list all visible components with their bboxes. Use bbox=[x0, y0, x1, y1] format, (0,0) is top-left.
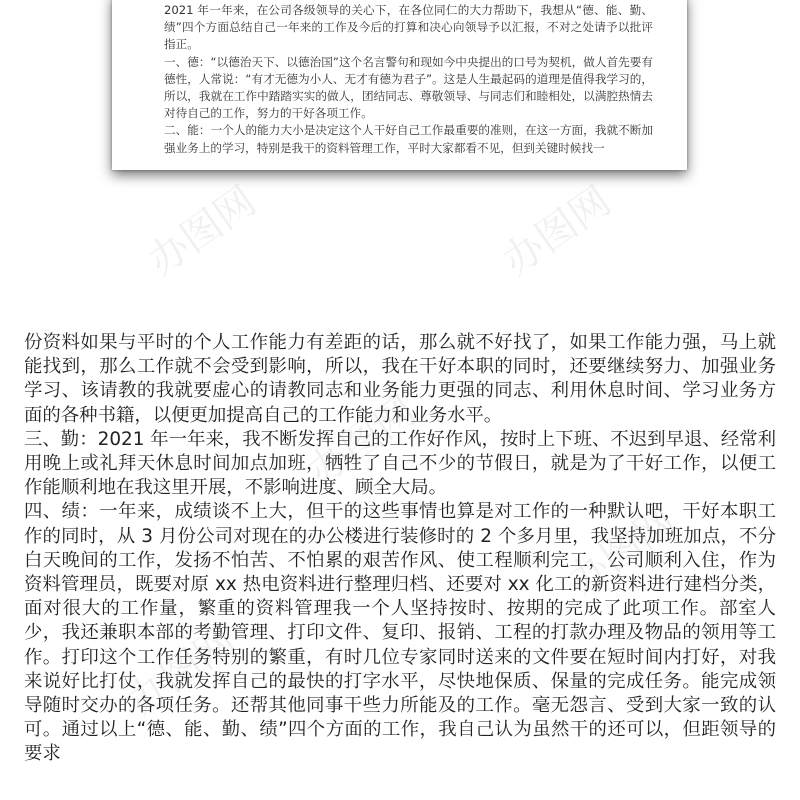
watermark: 办图网 bbox=[139, 178, 265, 285]
body-paragraph: 三、勤：2021 年一年来，我不断发挥自己的工作好作风，按时上下班、不迟到早退、经常利用晚上或礼拜天休息时间加点加班，牺牲了自己不少的节假日，就是为了干好工作，以便工作能顺利地在我这里开展，不影响进度、顾全大局。 bbox=[24, 428, 776, 499]
document-preview-card bbox=[112, 0, 687, 170]
preview-paragraph: 2021 年一年来，在公司各级领导的关心下，在各位同仁的大力帮助下，我想从“德、能、勤、绩”四个方面总结自己一年来的工作及今后的打算和决心向领导予以汇报，不对之处请予以批评指正。 bbox=[164, 3, 653, 52]
watermark: 办图网 bbox=[119, 618, 245, 725]
watermark: 办图网 bbox=[559, 498, 685, 605]
body-paragraph: 份资料如果与平时的个人工作能力有差距的话，那么就不好找了，如果工作能力强，马上就能找到，那么工作就不会受到影响，所以，我在干好本职的同时，还要继续努力、加强业务学习、该请教的我就要虚心的请教同志和业务能力更强的同志、利用休息时间、学习业务方面的各种书籍，以便更加提高自己的工作能力和业务水平。 bbox=[24, 332, 776, 426]
document-body bbox=[24, 331, 776, 767]
preview-paragraph: 二、能：一个人的能力大小是决定这个人干好自己工作最重要的准则，在这一方面，我就不断加强业务上的学习，特别是我干的资料管理工作，平时大家都看不见，但到关键时候找一 bbox=[164, 123, 653, 155]
preview-paragraph: 一、德：“以德治天下、以德治国”这个名言警句和现如今中央提出的口号为契机，做人首先要有德性，人常说：“有才无德为小人、无才有德为君子”。这是人生最起码的道理是值得我学习的，所以，我就在工作中踏踏实实的做人，团结同志、尊敬领导、与同志们和睦相处，以满腔热情去对待自己的工作，努力的干好各项工作。 bbox=[164, 54, 653, 121]
watermark: 办图网 bbox=[494, 178, 620, 285]
watermark: 办图网 bbox=[299, 388, 425, 495]
body-paragraph: 四、绩：一年来，成绩谈不上大，但干的这些事情也算是对工作的一种默认吧，干好本职工作的同时，从 3 月份公司对现在的办公楼进行装修时的 2 个多月里，我坚持加班加点，不分白天晚间的工作，发扬不怕苦、不怕累的艰苦作风、使工程顺利完工，公司顺利入住，作为资料管理员，既要对原 xx 热电资料进行整理归档、还要对 xx 化工的新资料进行建档分类，面对很大的工作量，繁重的资料管理我一个人坚持按时、按期的完成了此项工作。部室人少，我还兼职本部的考勤管理、打印文件、复印、报销、工程的打款办理及物品的领用等工作。打印这个工作任务特别的繁重，有时几位专家同时送来的文件要在短时间内打好，对我来说好比打仗，我就发挥自己的最快的打字水平，尽快地保质、保量的完成任务。能完成领导随时交办的各项任务。还帮其他同事干些力所能及的工作。毫无怨言、受到大家一致的认可。通过以上“德、能、勤、绩”四个方面的工作，我自己认为虽然干的还可以，但距领导的要求 bbox=[24, 501, 776, 765]
